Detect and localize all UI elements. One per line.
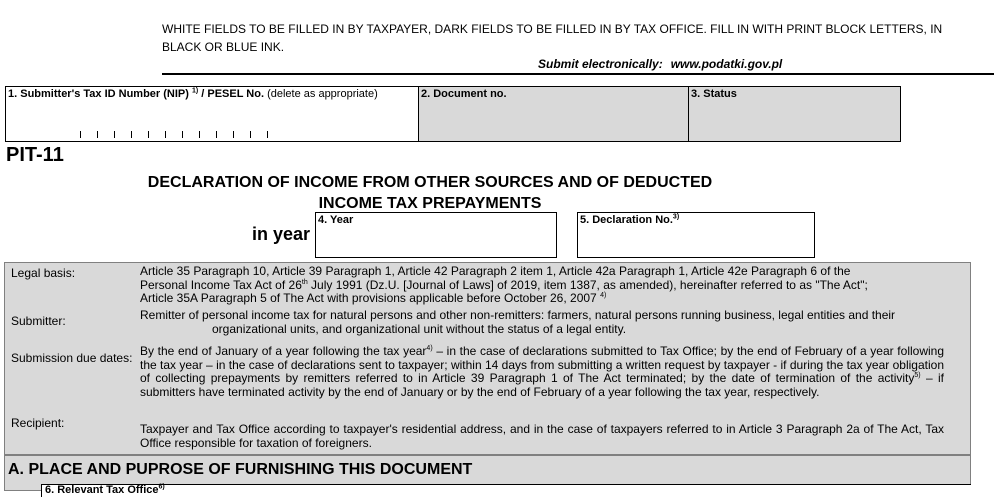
form-code: PIT-11 [6,144,64,166]
field-tax-id[interactable] [5,86,419,142]
field-declaration-no[interactable] [577,212,815,258]
declaration-title: DECLARATION OF INCOME FROM OTHER SOURCES AND OF DEDUCTED INCOME TAX PREPAYMENTS [147,174,713,212]
field-relevant-tax-office-label: 6. Relevant Tax Office$^{6)}$ [45,483,165,496]
field-declaration-no-label: 5. Declaration No.$^{3)}$ [580,213,680,226]
section-a-title: A. PLACE AND PUPROSE OF FURNISHING THIS DOCUMENT [8,461,473,478]
due-dates-label: Submission due dates: [11,351,133,365]
submitter-label: Submitter: [11,314,66,328]
field-document-no-label: 2. Document no. [421,88,507,100]
field-year-label: 4. Year [318,214,354,226]
legal-basis-text: Article 35 Paragraph 10, Article 39 Paragraph 1, Article 42 Paragraph 2 item 1, Article 42a Paragraph 1, Article 42e Paragraph 6 of the Personal Income Tax Act of 26th July 1991 (Dz.U. [Journal of Laws] of 2019, item 1387, as amended), hereinafter referred to as "The Act"; Article 35A Paragraph 5 of The Act with provisions applicable before October 26, 2007 $^{4)}$ [140,264,868,305]
instructions-text: WHITE FIELDS TO BE FILLED IN BY TAXPAYER, DARK FIELDS TO BE FILLED IN BY TAX OFFICE. FILL IN WITH PRINT BLOCK LETTERS, IN BLACK OR BLUE INK. [162,22,943,54]
field-status-label: 3. Status [691,88,737,100]
header-divider [162,73,994,75]
submit-url-link[interactable]: www.podatki.gov.pl [670,57,783,71]
recipient-text: Taxpayer and Tax Office according to taxpayer's residential address, and in the case of taxpayers referred to in Article 3 Paragraph 2a of The Act, Tax Office responsible for taxation of foreigners. [140,422,944,450]
in-year-label: in year [252,224,311,244]
legal-basis-label: Legal basis: [11,266,76,280]
section-a [4,455,971,496]
info-panel [4,262,971,455]
submitter-text: Remitter of personal income tax for natural persons and other non-remitters: farmers, natural persons running business, legal entities and their organizational units, and organizational unit without the status of a legal entity. [140,308,896,336]
submit-electronically [538,57,782,71]
submit-label: Submit electronically: [538,57,663,71]
due-dates-text: By the end of January of a year following the tax year$^{4)}$ – in the case of declarations submitted to Tax Office; by the end of February of a year following the tax year – in the case of declarations sent to taxpayer; within 14 days from submitting a written request by taxpayer - if during the tax year obligation of collecting prepayments by remitters referred to in Article 39 Paragraph 1 of The Act terminated; by the date of termination of the activity$^{5)}$ – if submitters have terminated activity by the end of January or by the end of February of a year following the tax year, respectively. [140,344,945,399]
recipient-label: Recipient: [11,416,65,430]
field-year[interactable] [315,212,557,258]
field-document-no [418,86,690,142]
field-status [688,86,901,142]
field-tax-id-label: 1. Submitter's Tax ID Number (NIP) $^{1)}$ / PESEL No. (delete as appropriate) [8,87,378,100]
